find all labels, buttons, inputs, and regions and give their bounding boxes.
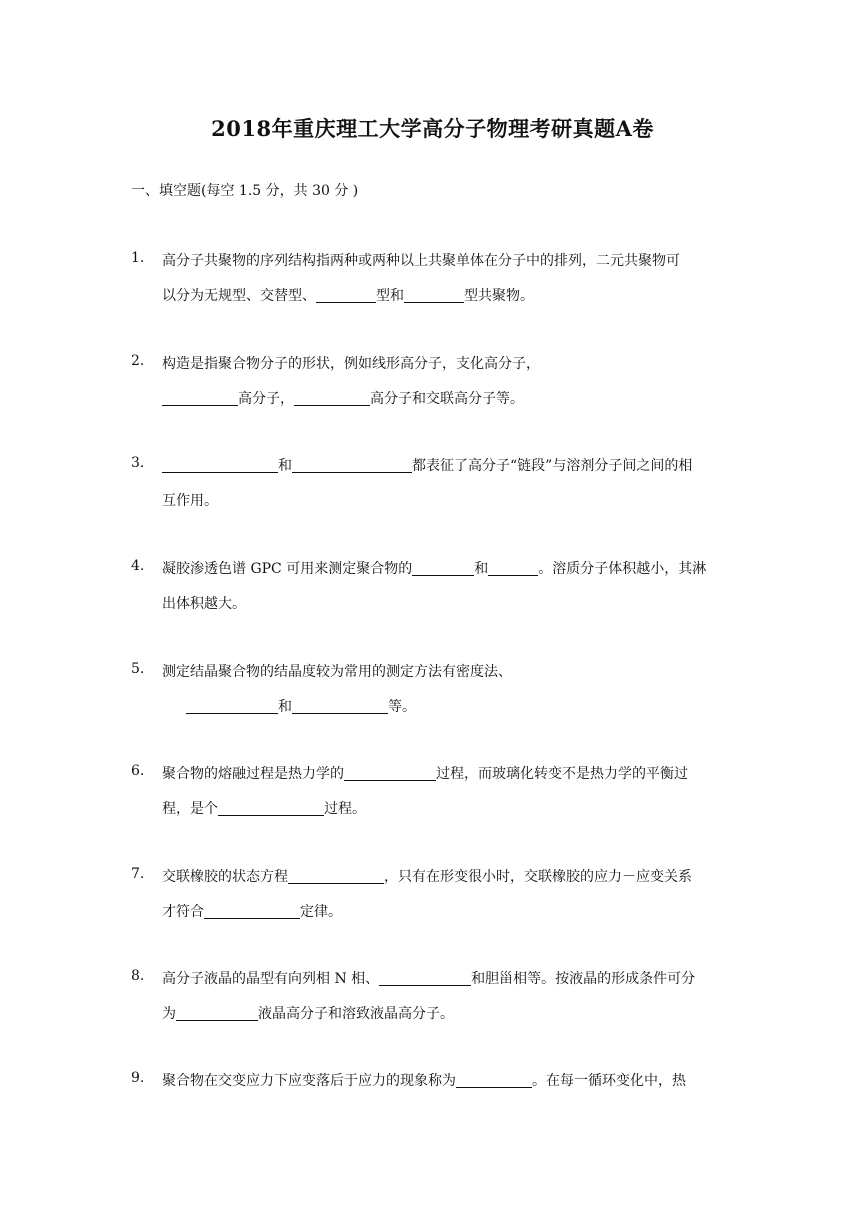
question-text: 以分为无规型、交替型、 型和 型共聚物。 — [162, 288, 534, 304]
fill-blank[interactable] — [412, 560, 474, 576]
question-text: 测定结晶聚合物的结晶度较为常用的测定方法有密度法、 — [162, 664, 512, 680]
question-number: 6. — [131, 763, 145, 779]
question-text: 凝胶渗透色谱 GPC 可用来测定聚合物的 和 。溶质分子体积越小，其淋 — [162, 561, 707, 577]
question-text: 和 等。 — [186, 696, 416, 716]
question-number: 2. — [131, 353, 145, 369]
fill-blank[interactable] — [204, 903, 300, 919]
question-text: 才符合 定律。 — [162, 904, 342, 920]
fill-blank[interactable] — [292, 698, 388, 714]
question-number: 1. — [131, 250, 145, 266]
question-text: 程，是个 过程。 — [162, 801, 366, 817]
question-text: 聚合物在交变应力下应变落后于应力的现象称为 。在每一循环变化中，热 — [162, 1073, 686, 1089]
question-number: 5. — [131, 661, 145, 677]
question-text: 出体积越大。 — [162, 596, 246, 612]
question-text: 高分子液晶的晶型有向列相 N 相、 和胆甾相等。按液晶的形成条件可分 — [162, 971, 696, 987]
fill-blank[interactable] — [316, 287, 376, 303]
fill-blank[interactable] — [162, 390, 238, 406]
fill-blank[interactable] — [162, 457, 278, 473]
question-number: 3. — [131, 455, 145, 471]
question-text: 高分子共聚物的序列结构指两种或两种以上共聚单体在分子中的排列，二元共聚物可 — [162, 253, 680, 269]
question-text: 构造是指聚合物分子的形状，例如线形高分子，支化高分子， — [162, 356, 540, 372]
question-text: 为 液晶高分子和溶致液晶高分子。 — [162, 1006, 454, 1022]
fill-blank[interactable] — [488, 560, 538, 576]
question-number: 7. — [131, 866, 145, 882]
question-number: 4. — [131, 558, 145, 574]
fill-blank[interactable] — [288, 868, 384, 884]
fill-blank[interactable] — [294, 390, 370, 406]
fill-blank[interactable] — [404, 287, 464, 303]
question-number: 8. — [131, 968, 145, 984]
question-text: 互作用。 — [162, 493, 218, 509]
fill-blank[interactable] — [218, 800, 324, 816]
fill-blank[interactable] — [456, 1072, 532, 1088]
fill-blank[interactable] — [176, 1005, 258, 1021]
question-text: 聚合物的熔融过程是热力学的 过程，而玻璃化转变不是热力学的平衡过 — [162, 766, 688, 782]
question-text: 和 都表征了高分子“链段”与溶剂分子间之间的相 — [162, 455, 692, 475]
fill-blank[interactable] — [379, 970, 471, 986]
question-text: 交联橡胶的状态方程 ，只有在形变很小时，交联橡胶的应力－应变关系 — [162, 869, 692, 885]
question-number: 9. — [131, 1070, 145, 1086]
page-title: 2018年重庆理工大学高分子物理考研真题A卷 — [211, 116, 654, 141]
fill-blank[interactable] — [186, 698, 278, 714]
question-text: 高分子， 高分子和交联高分子等。 — [162, 388, 524, 408]
fill-blank[interactable] — [344, 765, 436, 781]
section-heading: 一、填空题(每空 1.5 分，共 30 分 ) — [131, 183, 359, 199]
fill-blank[interactable] — [292, 457, 412, 473]
